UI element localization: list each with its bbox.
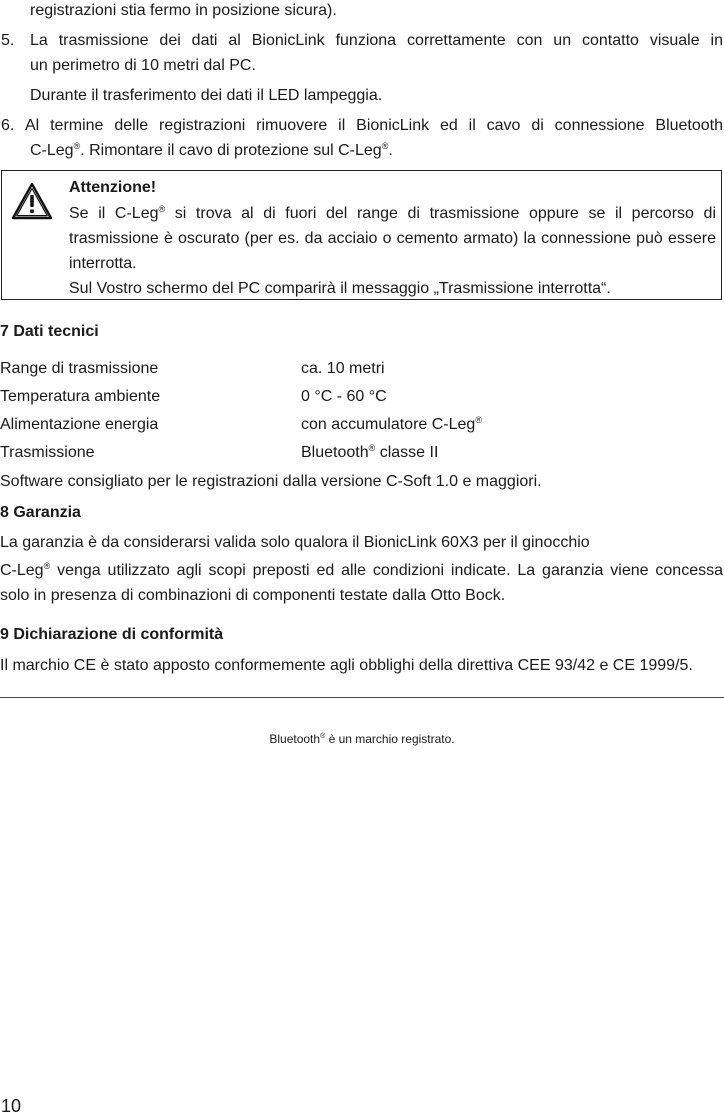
tech-row-label: Temperatura ambiente [0, 388, 161, 405]
warning-text: Se il C-Leg® si trova al di fuori del range di trasmissione oppure se il percorso di trasmissione è oscurato (per es. da acciaio o cemento armato) la connessione può essere interrotta. Sul Vostro schermo del PC comparirà il messaggio „Trasmissione interrotta“. [69, 204, 716, 297]
conformity-text: Il marchio CE è stato apposto conformemente agli obblighi della direttiva CEE 93/42 e CE 1999/5. [0, 657, 693, 674]
warning-triangle-icon [10, 181, 54, 221]
tech-row-value: con accumulatore C-Leg® [301, 415, 482, 433]
tech-row-value: 0 °C - 60 °C [301, 388, 387, 405]
warranty-line-2: C-Leg® venga utilizzato agli scopi preposti ed alle condizioni indicate. La garanzia viene concessa solo in presenza di combinazioni di componenti testate dalla Otto Bock. [0, 561, 723, 604]
tech-data-heading: 7 Dati tecnici [0, 323, 99, 340]
step-5-line-1: La trasmissione dei dati al BionicLink funziona correttamente con un contatto visuale in [30, 32, 723, 49]
tech-row-value: ca. 10 metri [301, 360, 385, 377]
divider [0, 697, 724, 698]
step-5-number: 5. [1, 32, 15, 49]
footnote: Bluetooth® è un marchio registrato. [269, 732, 455, 746]
tech-row-label: Range di trasmissione [0, 360, 159, 377]
step-6-line-2: C-Leg®. Rimontare il cavo di protezione sul C-Leg®. [30, 141, 393, 159]
tech-row-label: Trasmissione [0, 444, 95, 461]
warning-box [1, 170, 722, 300]
warranty-heading: 8 Garanzia [0, 504, 81, 521]
warranty-line-1: La garanzia è da considerarsi valida solo qualora il BionicLink 60X3 per il ginocchio [0, 534, 590, 551]
step-6-line-1: Al termine delle registrazioni rimuovere il BionicLink ed il cavo di connessione Bluetooth [25, 117, 723, 134]
step-5-note: Durante il trasferimento dei dati il LED lampeggia. [30, 87, 383, 104]
software-line: Software consigliato per le registrazioni dalla versione C-Soft 1.0 e maggiori. [0, 473, 542, 490]
instruction-fragment: registrazioni stia fermo in posizione sicura). [30, 2, 337, 19]
step-6-number: 6. [1, 117, 15, 134]
step-5-line-2: un perimetro di 10 metri dal PC. [30, 57, 256, 74]
tech-row-label: Alimentazione energia [0, 416, 159, 433]
conformity-heading: 9 Dichiarazione di conformità [0, 626, 224, 643]
tech-row-value: Bluetooth® classe II [301, 443, 439, 461]
page-number: 10 [1, 1096, 22, 1116]
warning-title: Attenzione! [69, 179, 157, 196]
